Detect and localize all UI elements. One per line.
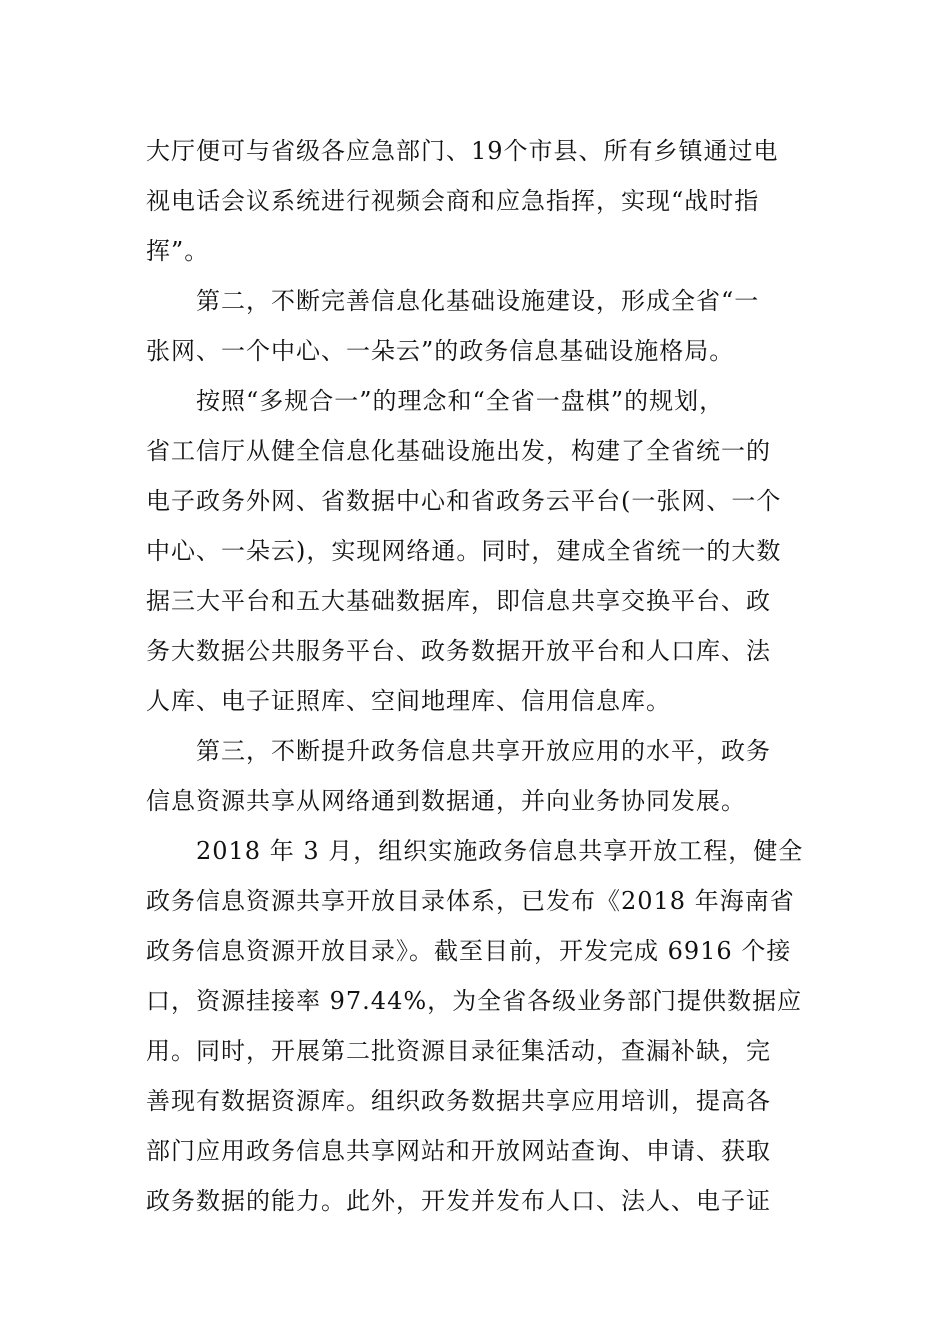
text-line: 口，资源挂接率 97.44%，为全省各级业务部门提供数据应: [146, 987, 803, 1015]
text-line: 善现有数据资源库。组织政务数据共享应用培训，提高各: [146, 1087, 771, 1115]
text-line: 人库、电子证照库、空间地理库、信用信息库。: [146, 687, 671, 715]
text-line: 用。同时，开展第二批资源目录征集活动，查漏补缺，完: [146, 1037, 771, 1065]
text-line: 省工信厅从健全信息化基础设施出发，构建了全省统一的: [146, 437, 771, 465]
paragraph-4: [146, 726, 806, 826]
paragraph-5: [146, 826, 806, 1226]
text-line: 第三，不断提升政务信息共享开放应用的水平，政务: [196, 737, 771, 765]
text-line: 电子政务外网、省数据中心和省政务云平台(一张网、一个: [146, 487, 782, 515]
text-line: 部门应用政务信息共享网站和开放网站查询、申请、获取: [146, 1137, 771, 1165]
text-line: 第二，不断完善信息化基础设施建设，形成全省“一: [196, 287, 760, 315]
text-line: 张网、一个中心、一朵云”的政务信息基础设施格局。: [146, 337, 735, 365]
text-line: 信息资源共享从网络通到数据通，并向业务协同发展。: [146, 787, 746, 815]
paragraph-3: [146, 376, 806, 726]
text-line: 政务数据的能力。此外，开发并发布人口、法人、电子证: [146, 1187, 771, 1215]
document-body: [146, 126, 806, 1226]
text-line: 挥”。: [146, 237, 210, 265]
text-line: 按照“多规合一”的理念和“全省一盘棋”的规划，: [196, 387, 725, 415]
paragraph-2: [146, 276, 806, 376]
text-line: 政务信息资源开放目录》。截至目前，开发完成 6916 个接: [146, 937, 792, 965]
text-line: 中心、一朵云)，实现网络通。同时，建成全省统一的大数: [146, 537, 782, 565]
text-line: 政务信息资源共享开放目录体系，已发布《2018 年海南省: [146, 887, 795, 915]
text-line: 2018 年 3 月，组织实施政务信息共享开放工程，健全: [196, 837, 804, 865]
text-line: 大厅便可与省级各应急部门、19个市县、所有乡镇通过电: [146, 137, 779, 165]
text-line: 视电话会议系统进行视频会商和应急指挥，实现“战时指: [146, 187, 760, 215]
paragraph-1: [146, 126, 806, 276]
text-line: 据三大平台和五大基础数据库，即信息共享交换平台、政: [146, 587, 771, 615]
text-line: 务大数据公共服务平台、政务数据开放平台和人口库、法: [146, 637, 771, 665]
